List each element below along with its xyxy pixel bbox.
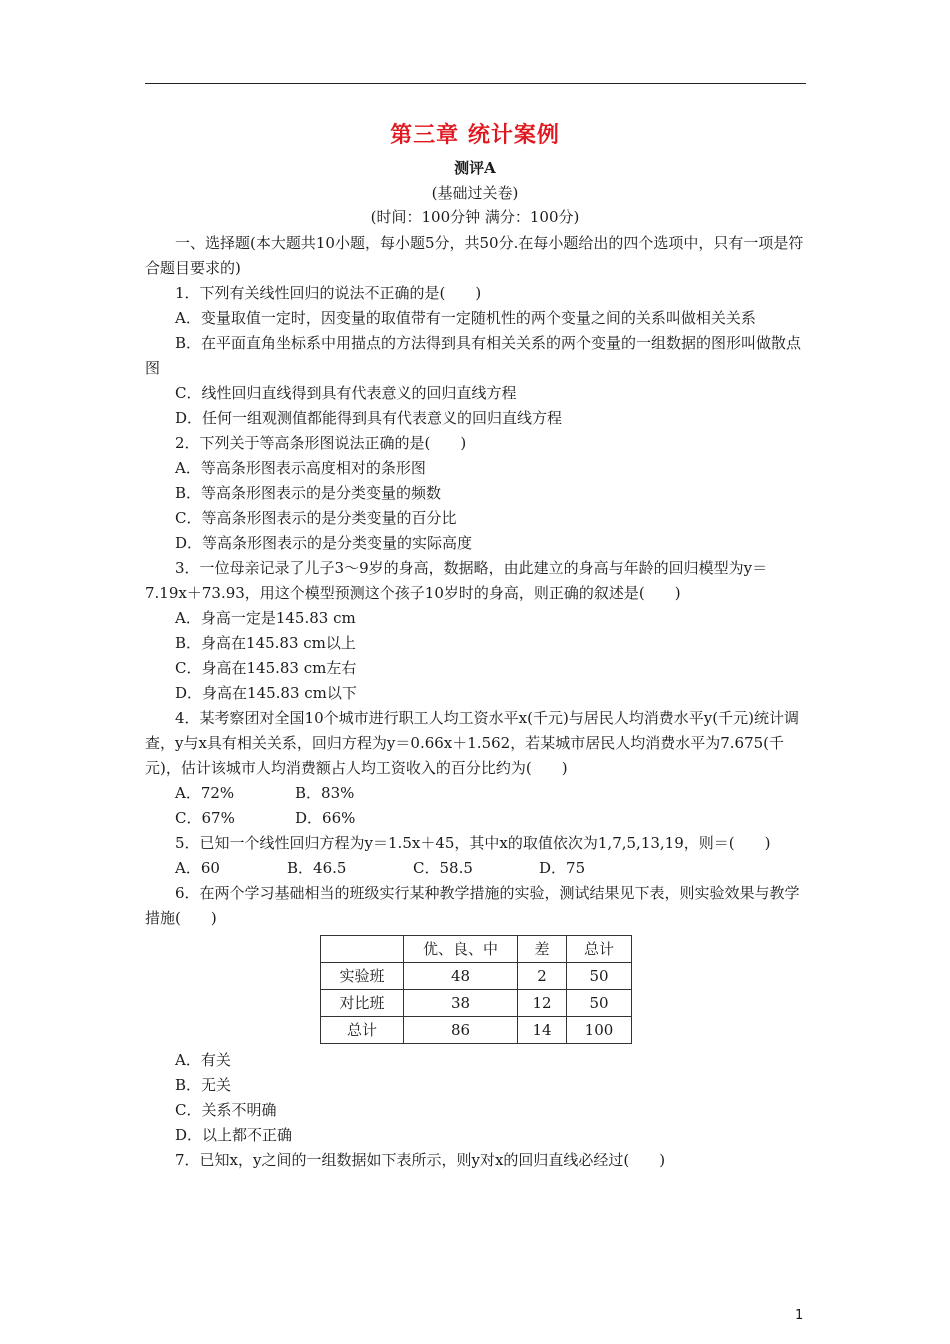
- question-option: C．等高条形图表示的是分类变量的百分比: [175, 509, 457, 527]
- volume-label: (基础过关卷): [431, 184, 519, 202]
- question-option: D．以上都不正确: [175, 1126, 293, 1144]
- question-option: C．关系不明确: [175, 1101, 277, 1119]
- question-option: D．66%: [295, 809, 356, 827]
- question-option: B．83%: [295, 784, 355, 802]
- question-stem: 3．一位母亲记录了儿子3～9岁的身高，数据略，由此建立的身高与年龄的回归模型为y＝7.19x＋73.93，用这个模型预测这个孩子10岁时的身高，则正确的叙述是( ): [145, 559, 768, 602]
- chapter-title: 第三章 统计案例: [390, 122, 560, 148]
- question-stem: 5．已知一个线性回归方程为y＝1.5x＋45，其中x的取值依次为1,7,5,13,19，则＝( ): [175, 834, 771, 852]
- option-row: [145, 781, 806, 806]
- question-content: [145, 231, 806, 1173]
- table-header-cell: [321, 936, 404, 963]
- table-cell: 48: [404, 963, 518, 990]
- table-row: [321, 990, 632, 1017]
- question-option: C．58.5: [413, 859, 473, 877]
- header-rule: [145, 83, 806, 84]
- test-subtitle: 测评A: [454, 159, 496, 177]
- option-row: [145, 856, 806, 881]
- section-heading: 一、选择题(本大题共10小题，每小题5分，共50分.在每小题给出的四个选项中，只有一项是符合题目要求的): [145, 234, 804, 277]
- question-option: D．任何一组观测值都能得到具有代表意义的回归直线方程: [175, 409, 563, 427]
- table-header-cell: 总计: [567, 936, 632, 963]
- table-header-row: [321, 936, 632, 963]
- table-cell: 38: [404, 990, 518, 1017]
- question-option: A．有关: [175, 1051, 231, 1069]
- question-option: B．在平面直角坐标系中用描点的方法得到具有相关关系的两个变量的一组数据的图形叫做散点图: [145, 334, 802, 377]
- table-cell: 2: [518, 963, 567, 990]
- question-option: A．60: [175, 859, 220, 877]
- question-option: B．等高条形图表示的是分类变量的频数: [175, 484, 442, 502]
- time-info: (时间：100分钟 满分：100分): [370, 208, 580, 226]
- question-option: D．等高条形图表示的是分类变量的实际高度: [175, 534, 473, 552]
- question-option: D．身高在145.83 cm以下: [175, 684, 357, 702]
- table-cell: 实验班: [321, 963, 404, 990]
- question-option: B．无关: [175, 1076, 232, 1094]
- table-row: [321, 1017, 632, 1044]
- table-header-cell: 差: [518, 936, 567, 963]
- table-cell: 50: [567, 963, 632, 990]
- question-option: C．67%: [175, 809, 235, 827]
- question-option: A．72%: [175, 784, 235, 802]
- option-row: [145, 806, 806, 831]
- table-cell: 100: [567, 1017, 632, 1044]
- question-option: C．身高在145.83 cm左右: [175, 659, 357, 677]
- question-stem: 7．已知x，y之间的一组数据如下表所示，则y对x的回归直线必经过( ): [175, 1151, 666, 1169]
- question-option: A．变量取值一定时，因变量的取值带有一定随机性的两个变量之间的关系叫做相关关系: [175, 309, 756, 327]
- page-number: 1: [795, 1308, 804, 1323]
- question-option: B．身高在145.83 cm以上: [175, 634, 356, 652]
- results-table: [320, 935, 632, 1044]
- table-cell: 86: [404, 1017, 518, 1044]
- table-cell: 12: [518, 990, 567, 1017]
- table-header-cell: 优、良、中: [404, 936, 518, 963]
- table-cell: 14: [518, 1017, 567, 1044]
- question-option: A．等高条形图表示高度相对的条形图: [175, 459, 426, 477]
- question-option: C．线性回归直线得到具有代表意义的回归直线方程: [175, 384, 517, 402]
- question-stem: 1．下列有关线性回归的说法不正确的是( ): [175, 284, 482, 302]
- table-cell: 50: [567, 990, 632, 1017]
- table-cell: 对比班: [321, 990, 404, 1017]
- question-stem: 4．某考察团对全国10个城市进行职工人均工资水平x(千元)与居民人均消费水平y(千元)统计调查，y与x具有相关关系，回归方程为y＝0.66x＋1.562，若某城市居民人均消费水平为7.675(千元)，估计该城市人均消费额占人均工资收入的百分比约为( ): [145, 709, 799, 777]
- question-option: B．46.5: [287, 859, 347, 877]
- question-option: A．身高一定是145.83 cm: [175, 609, 356, 627]
- table-row: [321, 963, 632, 990]
- question-stem: 6．在两个学习基础相当的班级实行某种教学措施的实验，测试结果见下表，则实验效果与教学措施( ): [145, 884, 800, 927]
- question-option: D．75: [539, 859, 586, 877]
- table-cell: 总计: [321, 1017, 404, 1044]
- question-stem: 2．下列关于等高条形图说法正确的是( ): [175, 434, 467, 452]
